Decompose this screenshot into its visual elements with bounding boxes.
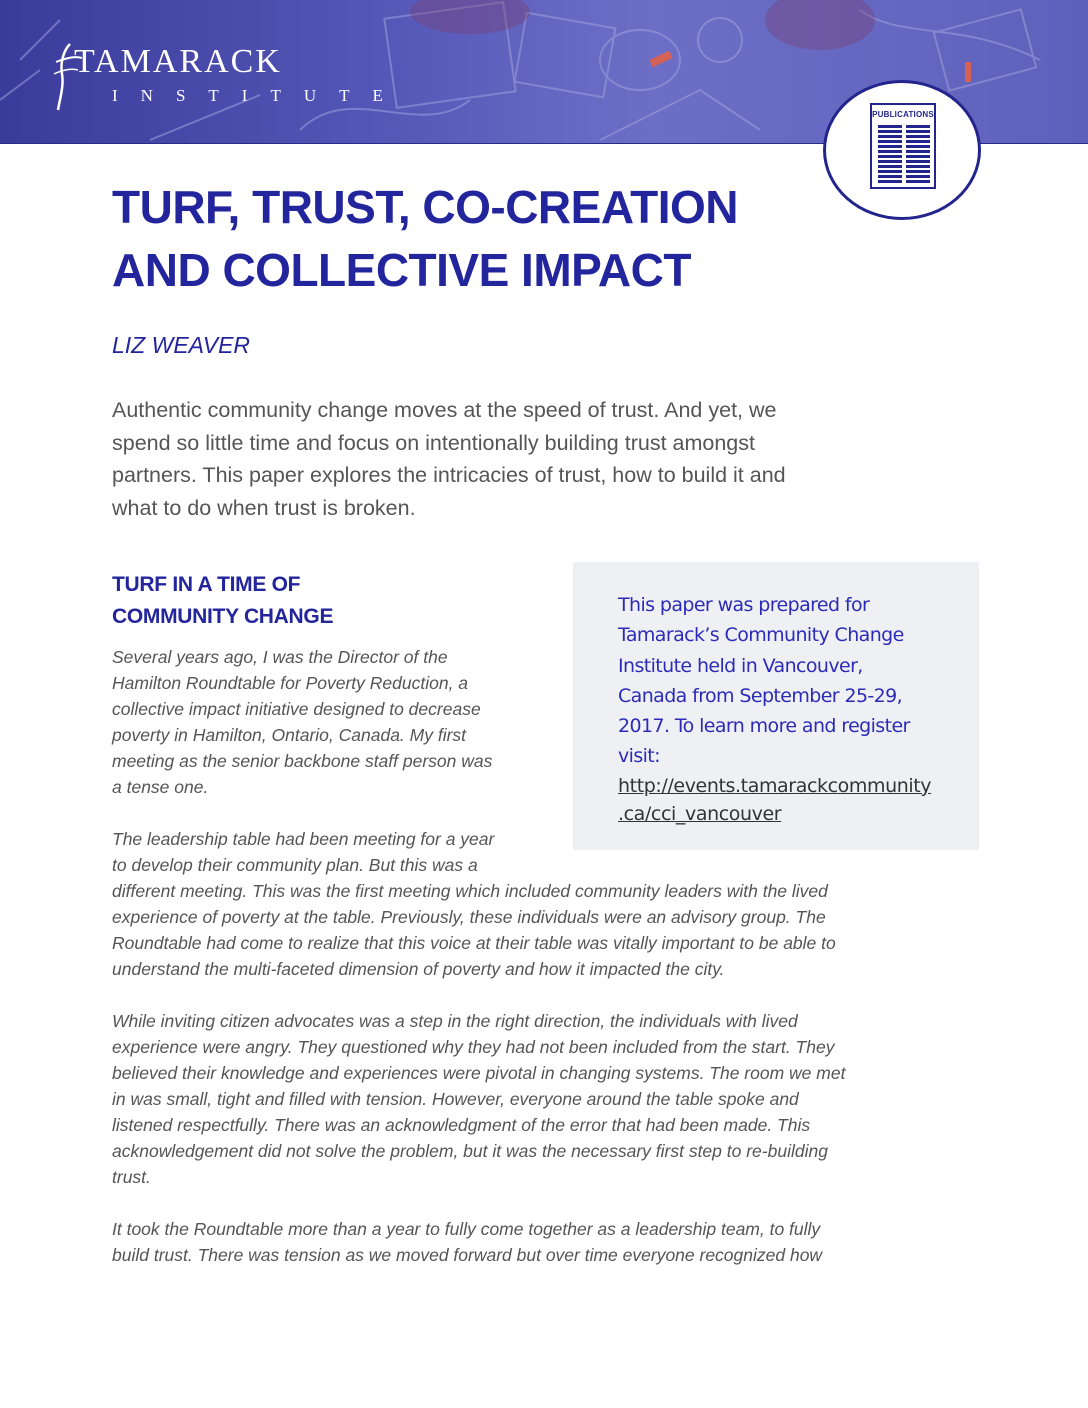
callout-line: Institute held in Vancouver, xyxy=(618,654,863,677)
body-line: in was small, tight and filled with tension. However, everyone around the table spoke and xyxy=(112,1089,799,1109)
body-line: a tense one. xyxy=(112,777,209,797)
body-line: acknowledgement did not solve the problem, but it was the necessary first step to re-building xyxy=(112,1141,828,1161)
body-line: listened respectfully. There was an acknowledgment of the error that had been made. This xyxy=(112,1115,811,1135)
document-title xyxy=(112,176,738,302)
body-line: poverty in Hamilton, Ontario, Canada. My first xyxy=(112,725,467,745)
body-line: build trust. There was tension as we moved forward but over time everyone recognized how xyxy=(112,1245,823,1265)
body-line: While inviting citizen advocates was a step in the right direction, the individuals with lived xyxy=(112,1011,798,1031)
logo-name: TAMARACK xyxy=(74,43,282,80)
event-registration-link[interactable]: http://events.tamarackcommunity xyxy=(618,774,932,797)
publications-label: PUBLICATIONS xyxy=(872,110,934,119)
section-heading-line: COMMUNITY CHANGE xyxy=(112,605,334,628)
callout-line: 2017. To learn more and register xyxy=(618,715,910,738)
publication-document-icon xyxy=(870,103,936,189)
section-heading-line: TURF IN A TIME OF xyxy=(112,573,301,596)
event-registration-link[interactable]: .ca/cci_vancouver xyxy=(618,802,782,825)
body-line: trust. xyxy=(112,1167,151,1187)
body-line: Hamilton Roundtable for Poverty Reduction, a xyxy=(112,673,469,693)
title-line: TURF, TRUST, CO-CREATION xyxy=(112,181,739,233)
text-column-icon xyxy=(878,125,902,183)
body-line: Roundtable had come to realize that this voice at their table was vitally important to be able to xyxy=(112,933,836,953)
title-line: AND COLLECTIVE IMPACT xyxy=(112,244,691,296)
text-column-icon xyxy=(906,125,930,183)
intro-paragraph xyxy=(112,394,912,524)
author-name: LIZ WEAVER xyxy=(112,332,251,358)
body-line: experience were angry. They questioned why they had not been included from the start. They xyxy=(112,1037,835,1057)
event-callout-box xyxy=(573,562,979,850)
body-line: It took the Roundtable more than a year to fully come together as a leadership team, to fully xyxy=(112,1219,821,1239)
section-heading xyxy=(112,569,333,633)
body-line: believed their knowledge and experiences were pivotal in changing systems. The room we met xyxy=(112,1063,846,1083)
callout-line: This paper was prepared for xyxy=(618,594,870,616)
body-line: collective impact initiative designed to decrease xyxy=(112,699,481,719)
body-line: The leadership table had been meeting for a year xyxy=(112,829,495,849)
body-line: different meeting. This was the first meeting which included community leaders with the lived xyxy=(112,881,828,901)
intro-line: Authentic community change moves at the speed of trust. And yet, we xyxy=(112,398,777,422)
logo-subtitle: INSTITUTE xyxy=(112,86,406,105)
callout-line: visit: xyxy=(618,745,660,768)
callout-line: Canada from September 25-29, xyxy=(618,684,903,707)
intro-line: partners. This paper explores the intricacies of trust, how to build it and xyxy=(112,463,786,487)
intro-line: spend so little time and focus on intentionally building trust amongst xyxy=(112,430,755,455)
body-line: to develop their community plan. But this was a xyxy=(112,855,478,875)
callout-line: Tamarack’s Community Change xyxy=(618,624,904,647)
intro-line: what to do when trust is broken. xyxy=(112,495,416,520)
body-line: experience of poverty at the table. Previously, these individuals were an advisory group. The xyxy=(112,907,826,927)
body-line: Several years ago, I was the Director of the xyxy=(112,647,448,667)
body-line: meeting as the senior backbone staff person was xyxy=(112,751,493,771)
body-line: understand the multi-faceted dimension of poverty and how it impacted the city. xyxy=(112,959,725,979)
publications-badge xyxy=(823,80,981,220)
